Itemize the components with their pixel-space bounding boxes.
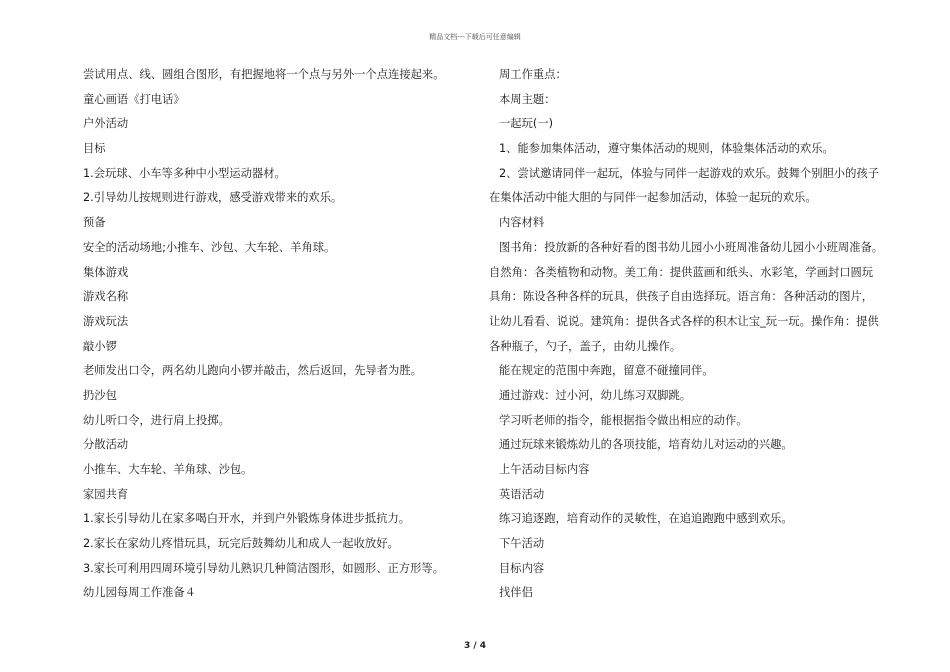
right-paragraph-line: 通过游戏：过小河，幼儿练习双脚跳。 — [499, 388, 692, 402]
right-paragraph-line: 在集体活动中能大胆的与同伴一起参加活动，体验一起玩的欢乐。 — [489, 191, 817, 205]
left-paragraph-line: 家园共育 — [83, 487, 129, 501]
left-paragraph-line: 目标 — [83, 142, 106, 156]
right-paragraph-line: 能在规定的范围中奔跑，留意不碰撞同伴。 — [499, 364, 714, 378]
left-paragraph-line: 老师发出口令，两名幼儿跑向小锣并敲击，然后返回，先导者为胜。 — [83, 364, 422, 378]
right-paragraph-line: 2、尝试邀请同伴一起玩，体验与同伴一起游戏的欢乐。鼓舞个别胆小的孩子 — [499, 166, 879, 180]
page-number: 3 / 4 — [463, 641, 487, 651]
right-paragraph-line: 目标内容 — [499, 561, 545, 575]
right-paragraph-line: 内容材料 — [499, 216, 545, 230]
left-paragraph-line: 2.家长在家幼儿疼惜玩具，玩完后鼓舞幼儿和成人一起收放好。 — [83, 537, 399, 551]
left-paragraph-line: 预备 — [83, 216, 106, 230]
right-paragraph-line: 上午活动目标内容 — [499, 463, 590, 476]
right-paragraph-line: 1、能参加集体活动，遵守集体活动的规则，体验集体活动的欢乐。 — [499, 142, 834, 156]
left-paragraph-line: 3.家长可利用四周环境引导幼儿熟识几种简洁图形，如圆形、正方形等。 — [83, 561, 444, 575]
left-paragraph-line: 集体游戏 — [83, 265, 129, 279]
right-paragraph-line: 一起玩(一) — [499, 117, 554, 131]
right-paragraph-line: 周工作重点： — [499, 68, 567, 81]
page-header: 精品文档---下载后可任意编辑 — [429, 33, 521, 41]
left-column — [83, 63, 453, 606]
right-paragraph-line: 让幼儿看看、说说。建筑角：提供各式各样的积木让宝_玩一玩。操作角：提供 — [489, 314, 879, 328]
left-paragraph-line: 幼儿园每周工作准备４ — [83, 586, 196, 600]
left-paragraph-line: 敲小锣 — [83, 339, 117, 353]
left-paragraph-line: 1.家长引导幼儿在家多喝白开水，并到户外锻炼身体进步抵抗力。 — [83, 512, 411, 526]
left-paragraph-line: 1.会玩球、小车等多种中小型运动器材。 — [83, 166, 286, 180]
right-paragraph-line: 各种瓶子，勺子，盖子，由幼儿操作。 — [489, 339, 682, 353]
right-paragraph-line: 图书角：投放新的各种好看的图书幼儿园小小班周准备幼儿园小小班周准备。 — [499, 240, 884, 254]
right-paragraph-line: 英语活动 — [499, 487, 545, 501]
right-paragraph-line: 学习听老师的指令，能根据指令做出相应的动作。 — [499, 413, 748, 427]
left-paragraph-line: 游戏玩法 — [83, 314, 129, 328]
left-paragraph-line: 游戏名称 — [83, 290, 129, 304]
right-paragraph-line: 通过玩球来锻炼幼儿的各项技能，培育幼儿对运动的兴趣。 — [499, 438, 793, 452]
right-paragraph-line: 自然角：各类植物和动物。美工角：提供蓝画和纸头、水彩笔，学画封口圆玩 — [489, 265, 874, 279]
left-paragraph-line: 2.引导幼儿按规则进行游戏，感受游戏带来的欢乐。 — [83, 191, 343, 205]
right-paragraph-line: 练习追逐跑，培育动作的灵敏性，在追追跑跑中感到欢乐。 — [499, 512, 793, 526]
right-paragraph-line: 下午活动 — [499, 537, 545, 551]
right-paragraph-line: 具角：陈设各种各样的玩具，供孩子自由选择玩。语言角：各种活动的图片， — [489, 290, 874, 304]
left-paragraph-line: 户外活动 — [83, 117, 129, 131]
left-paragraph-line: 幼儿听口令，进行肩上投掷。 — [83, 413, 230, 427]
right-paragraph-line: 找伴侣 — [499, 586, 533, 600]
left-paragraph-line: 扔沙包 — [83, 388, 117, 402]
left-paragraph-line: 尝试用点、线、圆组合图形，有把握地将一个点与另外一个点连接起来。 — [83, 68, 445, 81]
right-paragraph-line: 本周主题： — [499, 92, 556, 106]
right-column — [489, 63, 884, 606]
left-paragraph-line: 小推车、大车轮、羊角球、沙包。 — [83, 463, 253, 476]
left-paragraph-line: 分散活动 — [83, 438, 129, 452]
left-paragraph-line: 童心画语《打电话》 — [83, 92, 185, 106]
left-paragraph-line: 安全的活动场地;小推车、沙包、大车轮、羊角球。 — [83, 240, 336, 254]
